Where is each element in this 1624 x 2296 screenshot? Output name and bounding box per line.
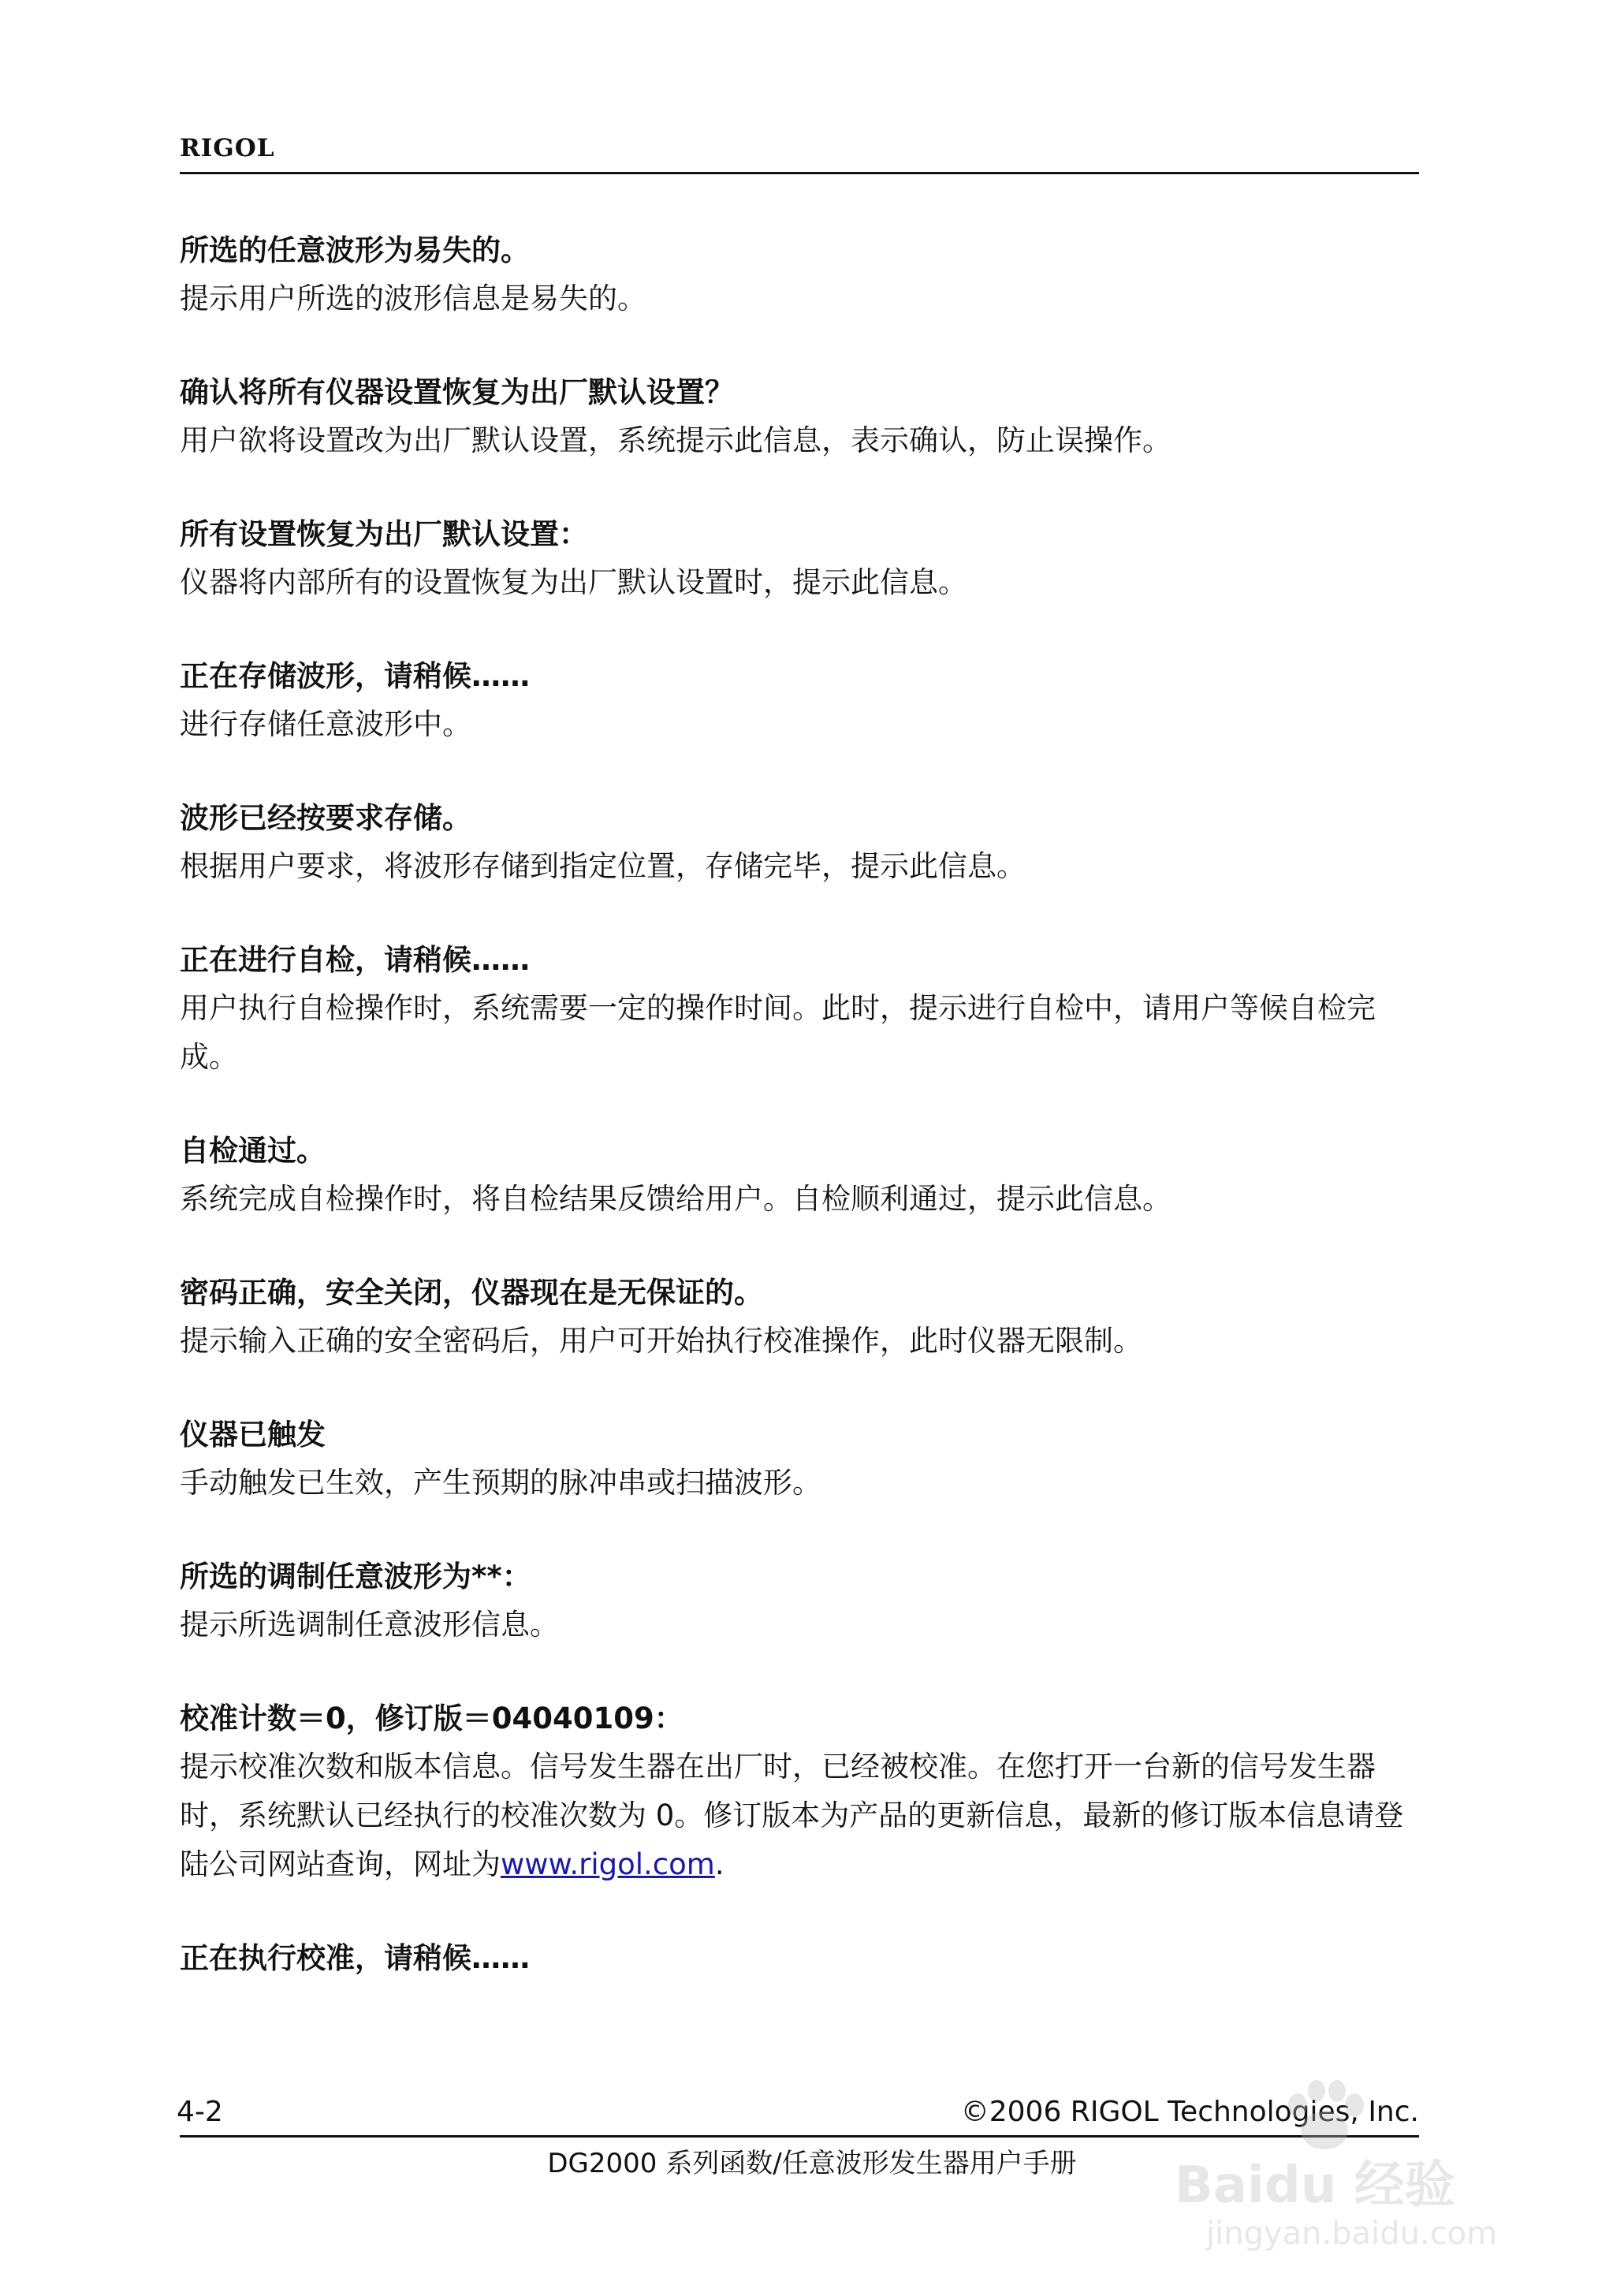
message-title: 自检通过。 <box>180 1134 326 1168</box>
message-description: 仪器将内部所有的设置恢复为出厂默认设置时，提示此信息。 <box>180 565 967 599</box>
message-title: 校准计数＝0，修订版＝04040109： <box>180 1702 683 1735</box>
header-brand: RIGOL <box>180 134 275 162</box>
message-entry <box>180 1269 1419 1366</box>
message-title: 所有设置恢复为出厂默认设置： <box>180 517 588 551</box>
message-entry <box>180 1553 1419 1649</box>
message-entry <box>180 937 1419 1082</box>
message-entry <box>180 369 1419 465</box>
message-description <box>180 1742 1419 1889</box>
message-entry <box>180 1411 1419 1508</box>
watermark-brand: Baidu 经验 <box>1175 2156 1455 2215</box>
page-number: 4-2 <box>177 2096 223 2128</box>
message-description: 提示输入正确的安全密码后，用户可开始执行校准操作，此时仪器无限制。 <box>180 1324 1142 1358</box>
watermark-url: jingyan.baidu.com <box>1206 2216 1498 2252</box>
message-entry <box>180 1695 1419 1889</box>
message-entry <box>180 227 1419 323</box>
message-title: 仪器已触发 <box>180 1418 326 1452</box>
copyright: ©2006 RIGOL Technologies, Inc. <box>960 2096 1419 2128</box>
message-description: 进行存储任意波形中。 <box>180 707 471 741</box>
message-description: 提示用户所选的波形信息是易失的。 <box>180 281 646 315</box>
website-link[interactable]: www.rigol.com <box>501 1847 715 1881</box>
watermark <box>1159 2066 1569 2271</box>
manual-title: DG2000 系列函数/任意波形发生器用户手册 <box>547 2148 1077 2179</box>
message-title: 确认将所有仪器设置恢复为出厂默认设置？ <box>180 375 734 409</box>
message-entry <box>180 1935 1419 1982</box>
message-title: 正在执行校准，请稍候…… <box>180 1941 530 1975</box>
message-description: 提示所选调制任意波形信息。 <box>180 1608 559 1642</box>
message-entry <box>180 795 1419 891</box>
message-list <box>180 227 1419 2028</box>
message-entry <box>180 1128 1419 1224</box>
message-description: 用户欲将设置改为出厂默认设置，系统提示此信息，表示确认，防止误操作。 <box>180 423 1171 457</box>
message-title: 密码正确，安全关闭，仪器现在是无保证的。 <box>180 1276 763 1310</box>
message-description: 系统完成自检操作时，将自检结果反馈给用户。自检顺利通过，提示此信息。 <box>180 1182 1171 1216</box>
header-divider <box>180 172 1419 174</box>
message-description: 用户执行自检操作时，系统需要一定的操作时间。此时，提示进行自检中，请用户等候自检完成。 <box>180 991 1376 1074</box>
message-description: 根据用户要求，将波形存储到指定位置，存储完毕，提示此信息。 <box>180 849 1026 883</box>
message-entry <box>180 653 1419 749</box>
message-description: 手动触发已生效，产生预期的脉冲串或扫描波形。 <box>180 1466 821 1500</box>
message-title: 正在存储波形，请稍候…… <box>180 659 530 693</box>
description-text: 提示校准次数和版本信息。信号发生器在出厂时，已经被校准。在您打开一台新的信号发生器时，系统默认已经执行的校准次数为 0。修订版本为产品的更新信息，最新的修订版本信息请登陆公司网站查询，网址为 <box>180 1750 1404 1881</box>
message-title: 所选的调制任意波形为**： <box>180 1560 531 1593</box>
description-period: . <box>714 1847 724 1881</box>
message-title: 正在进行自检，请稍候…… <box>180 943 530 977</box>
message-title: 波形已经按要求存储。 <box>180 801 471 835</box>
message-entry <box>180 511 1419 607</box>
message-title: 所选的任意波形为易失的。 <box>180 233 530 267</box>
